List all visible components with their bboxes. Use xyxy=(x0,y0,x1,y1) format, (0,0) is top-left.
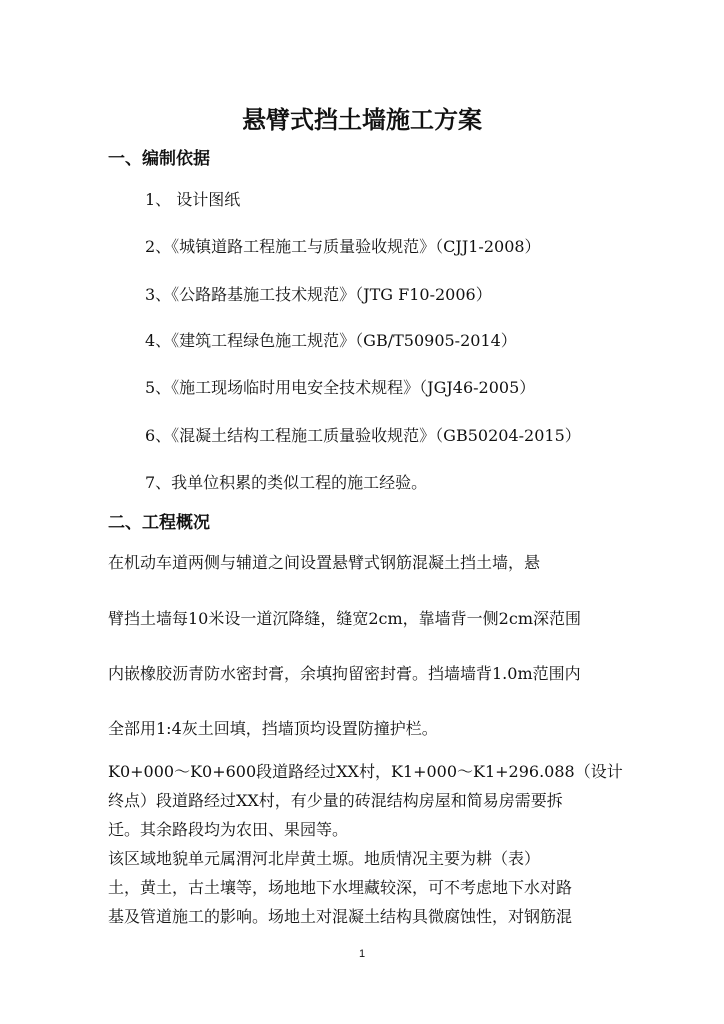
overview-line: 内嵌橡胶沥青防水密封膏，余填拘留密封膏。挡墙墙背1.0m范围内 xyxy=(108,664,581,683)
page-number: 1 xyxy=(358,948,366,960)
basis-item-4: 4、《建筑工程绿色施工规范》（GB/T50905-2014） xyxy=(145,331,517,350)
section-heading-basis: 一、编制依据 xyxy=(108,149,210,169)
overview-line: 迁。其余路段均为农田、果园等。 xyxy=(108,820,349,839)
basis-item-3: 3、《公路路基施工技术规范》（JTG F10-2006） xyxy=(145,285,492,304)
overview-line: K0+000～K0+600段道路经过XX村，K1+000～K1+296.088（设计 xyxy=(108,762,623,781)
basis-item-1: 1、 设计图纸 xyxy=(145,190,241,209)
overview-line: 全部用1:4灰土回填，挡墙顶均设置防撞护栏。 xyxy=(108,719,438,738)
overview-line: 臂挡土墙每10米设一道沉降缝，缝宽2cm，靠墙背一侧2cm深范围 xyxy=(108,609,581,628)
document-title: 悬臂式挡土墙施工方案 xyxy=(242,105,482,134)
overview-line: 在机动车道两侧与辅道之间设置悬臂式钢筋混凝土挡土墙，悬 xyxy=(108,553,541,572)
overview-line: 终点）段道路经过XX村，有少量的砖混结构房屋和简易房需要拆 xyxy=(108,791,563,810)
basis-item-7: 7、我单位积累的类似工程的施工经验。 xyxy=(145,473,428,492)
overview-line: 该区域地貌单元属渭河北岸黄土塬。地质情况主要为耕（表） xyxy=(108,849,541,868)
basis-item-2: 2、《城镇道路工程施工与质量验收规范》（CJJ1-2008） xyxy=(145,237,541,256)
section-heading-overview: 二、工程概况 xyxy=(108,513,210,533)
basis-item-5: 5、《施工现场临时用电安全技术规程》（JGJ46-2005） xyxy=(145,378,536,397)
overview-line: 基及管道施工的影响。场地土对混凝土结构具微腐蚀性，对钢筋混 xyxy=(108,907,573,926)
basis-item-6: 6、《混凝土结构工程施工质量验收规范》（GB50204-2015） xyxy=(145,426,581,445)
overview-line: 土，黄土，古土壤等，场地地下水埋藏较深，可不考虑地下水对路 xyxy=(108,878,573,897)
